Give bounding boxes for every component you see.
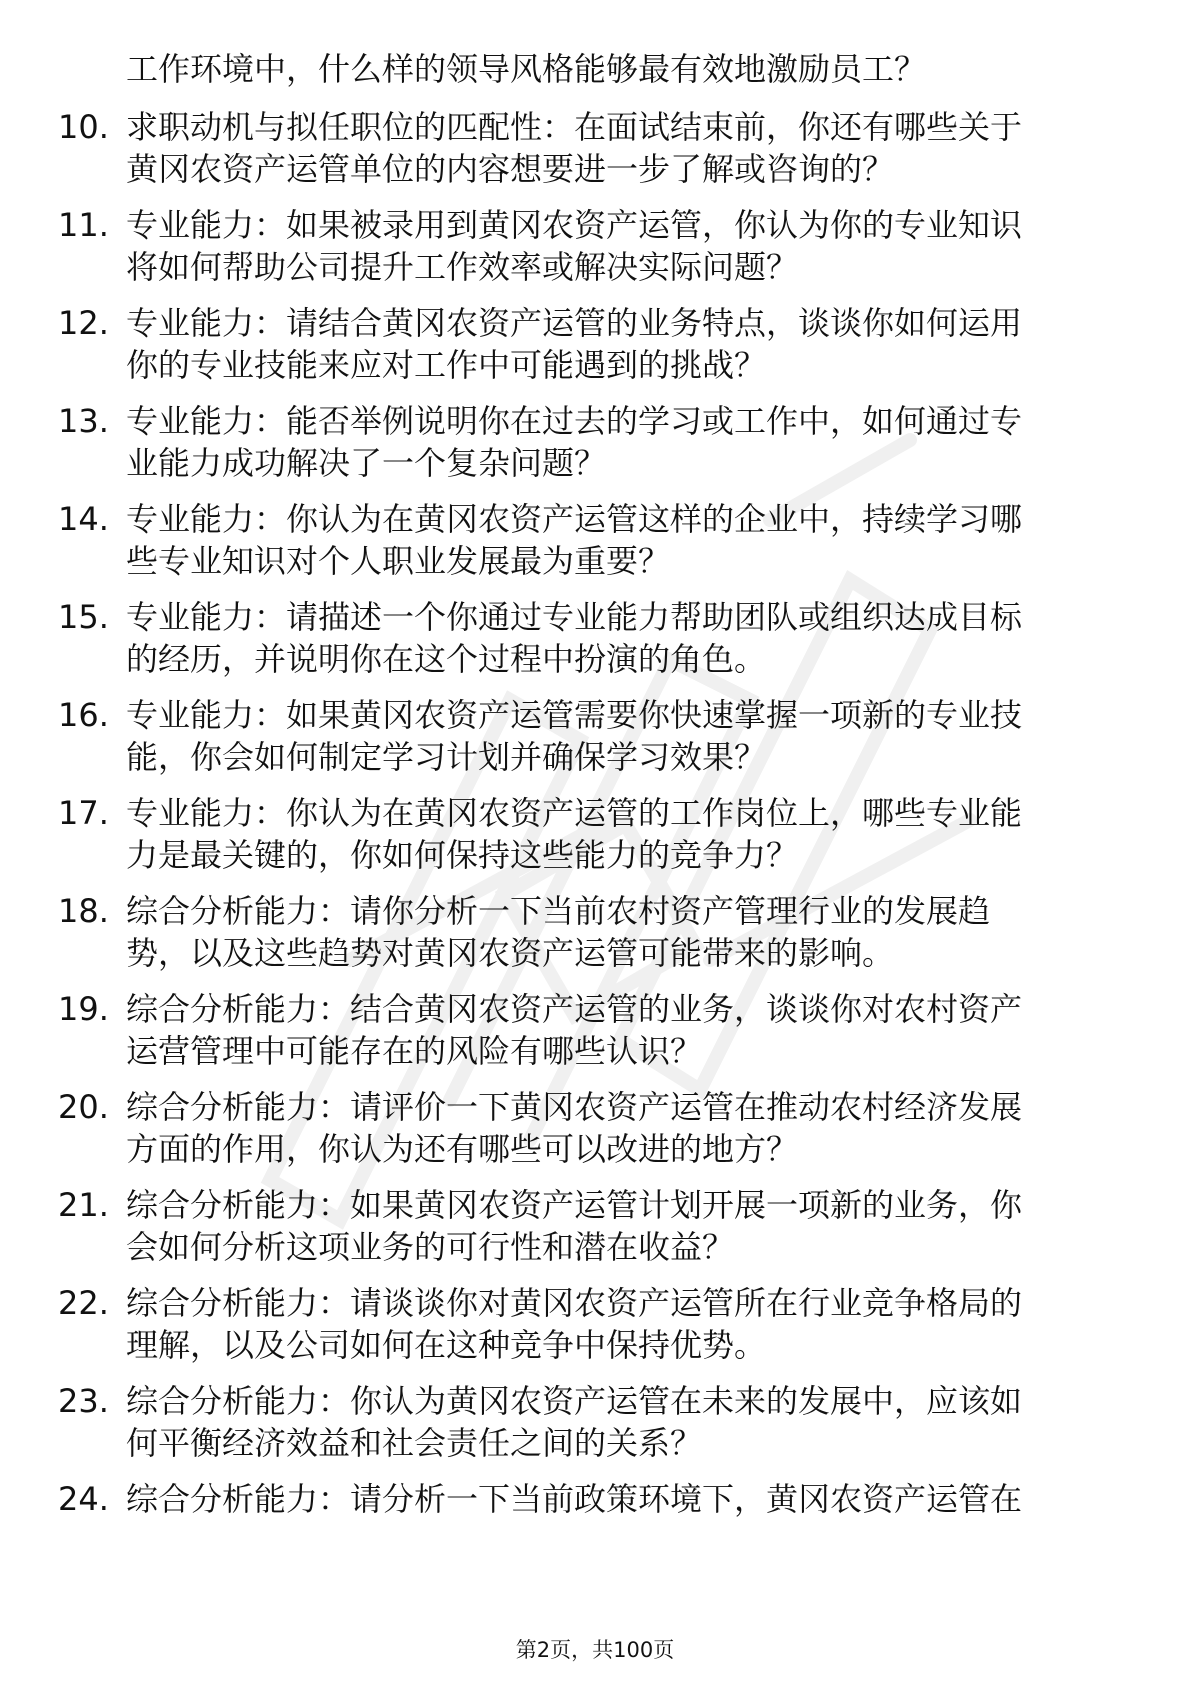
question-number: 23. [58, 1382, 109, 1420]
question-text [126, 694, 1126, 778]
question-line: 综合分析能力：请你分析一下当前农村资产管理行业的发展趋 [126, 892, 991, 930]
question-number: 18. [58, 892, 109, 930]
question-line: 方面的作用，你认为还有哪些可以改进的地方？ [126, 1130, 799, 1168]
question-number: 16. [58, 696, 109, 734]
question-line: 势，以及这些趋势对黄冈农资产运管可能带来的影响。 [126, 934, 895, 972]
question-text [126, 1086, 1126, 1170]
question-text [126, 400, 1126, 484]
question-line: 综合分析能力：请谈谈你对黄冈农资产运管所在行业竞争格局的 [126, 1284, 1023, 1322]
question-line: 力是最关键的，你如何保持这些能力的竞争力？ [126, 836, 799, 874]
question-text [126, 302, 1126, 386]
question-number: 24. [58, 1480, 109, 1518]
question-text [126, 498, 1126, 582]
question-line: 综合分析能力：请评价一下黄冈农资产运管在推动农村经济发展 [126, 1088, 1023, 1126]
question-number: 17. [58, 794, 109, 832]
question-line: 专业能力：如果黄冈农资产运管需要你快速掌握一项新的专业技 [126, 696, 1023, 734]
question-line: 会如何分析这项业务的可行性和潜在收益？ [126, 1228, 735, 1266]
question-number: 10. [58, 108, 109, 146]
question-number: 19. [58, 990, 109, 1028]
question-text [126, 1478, 1126, 1520]
question-number: 13. [58, 402, 109, 440]
question-line: 求职动机与拟任职位的匹配性：在面试结束前，你还有哪些关于 [126, 108, 1023, 146]
question-text [126, 204, 1126, 288]
question-number: 21. [58, 1186, 109, 1224]
question-number: 20. [58, 1088, 109, 1126]
question-line: 些专业知识对个人职业发展最为重要？ [126, 542, 671, 580]
question-text [126, 988, 1126, 1072]
question-line: 专业能力：如果被录用到黄冈农资产运管，你认为你的专业知识 [126, 206, 1023, 244]
question-number: 22. [58, 1284, 109, 1322]
question-text [126, 1282, 1126, 1366]
question-line: 专业能力：请结合黄冈农资产运管的业务特点，谈谈你如何运用 [126, 304, 1023, 342]
question-line: 的经历，并说明你在这个过程中扮演的角色。 [126, 640, 767, 678]
question-text [126, 890, 1126, 974]
question-text [126, 792, 1126, 876]
question-line: 运营管理中可能存在的风险有哪些认识？ [126, 1032, 703, 1070]
question-number: 11. [58, 206, 109, 244]
question-line: 专业能力：你认为在黄冈农资产运管的工作岗位上，哪些专业能 [126, 794, 1023, 832]
question-number: 14. [58, 500, 109, 538]
question-line: 理解，以及公司如何在这种竞争中保持优势。 [126, 1326, 767, 1364]
question-line: 何平衡经济效益和社会责任之间的关系？ [126, 1424, 703, 1462]
question-line: 综合分析能力：如果黄冈农资产运管计划开展一项新的业务，你 [126, 1186, 1023, 1224]
question-text [126, 1380, 1126, 1464]
question-number: 12. [58, 304, 109, 342]
question-text [126, 1184, 1126, 1268]
page-footer: 第2页，共100页 [515, 1638, 675, 1662]
question-line: 综合分析能力：结合黄冈农资产运管的业务，谈谈你对农村资产 [126, 990, 1023, 1028]
question-text [126, 596, 1126, 680]
question-line: 专业能力：你认为在黄冈农资产运管这样的企业中，持续学习哪 [126, 500, 1023, 538]
question-line: 业能力成功解决了一个复杂问题？ [126, 444, 607, 482]
continuation-line: 工作环境中，什么样的领导风格能够最有效地激励员工？ [126, 50, 927, 88]
question-line: 专业能力：能否举例说明你在过去的学习或工作中，如何通过专 [126, 402, 1023, 440]
question-number: 15. [58, 598, 109, 636]
question-line: 能，你会如何制定学习计划并确保学习效果？ [126, 738, 767, 776]
question-text [126, 106, 1126, 190]
question-line: 专业能力：请描述一个你通过专业能力帮助团队或组织达成目标 [126, 598, 1023, 636]
question-line: 将如何帮助公司提升工作效率或解决实际问题？ [126, 248, 799, 286]
question-line: 黄冈农资产运管单位的内容想要进一步了解或咨询的？ [126, 150, 895, 188]
question-line: 综合分析能力：请分析一下当前政策环境下，黄冈农资产运管在 [126, 1480, 1023, 1518]
question-line: 你的专业技能来应对工作中可能遇到的挑战？ [126, 346, 767, 384]
question-line: 综合分析能力：你认为黄冈农资产运管在未来的发展中，应该如 [126, 1382, 1023, 1420]
